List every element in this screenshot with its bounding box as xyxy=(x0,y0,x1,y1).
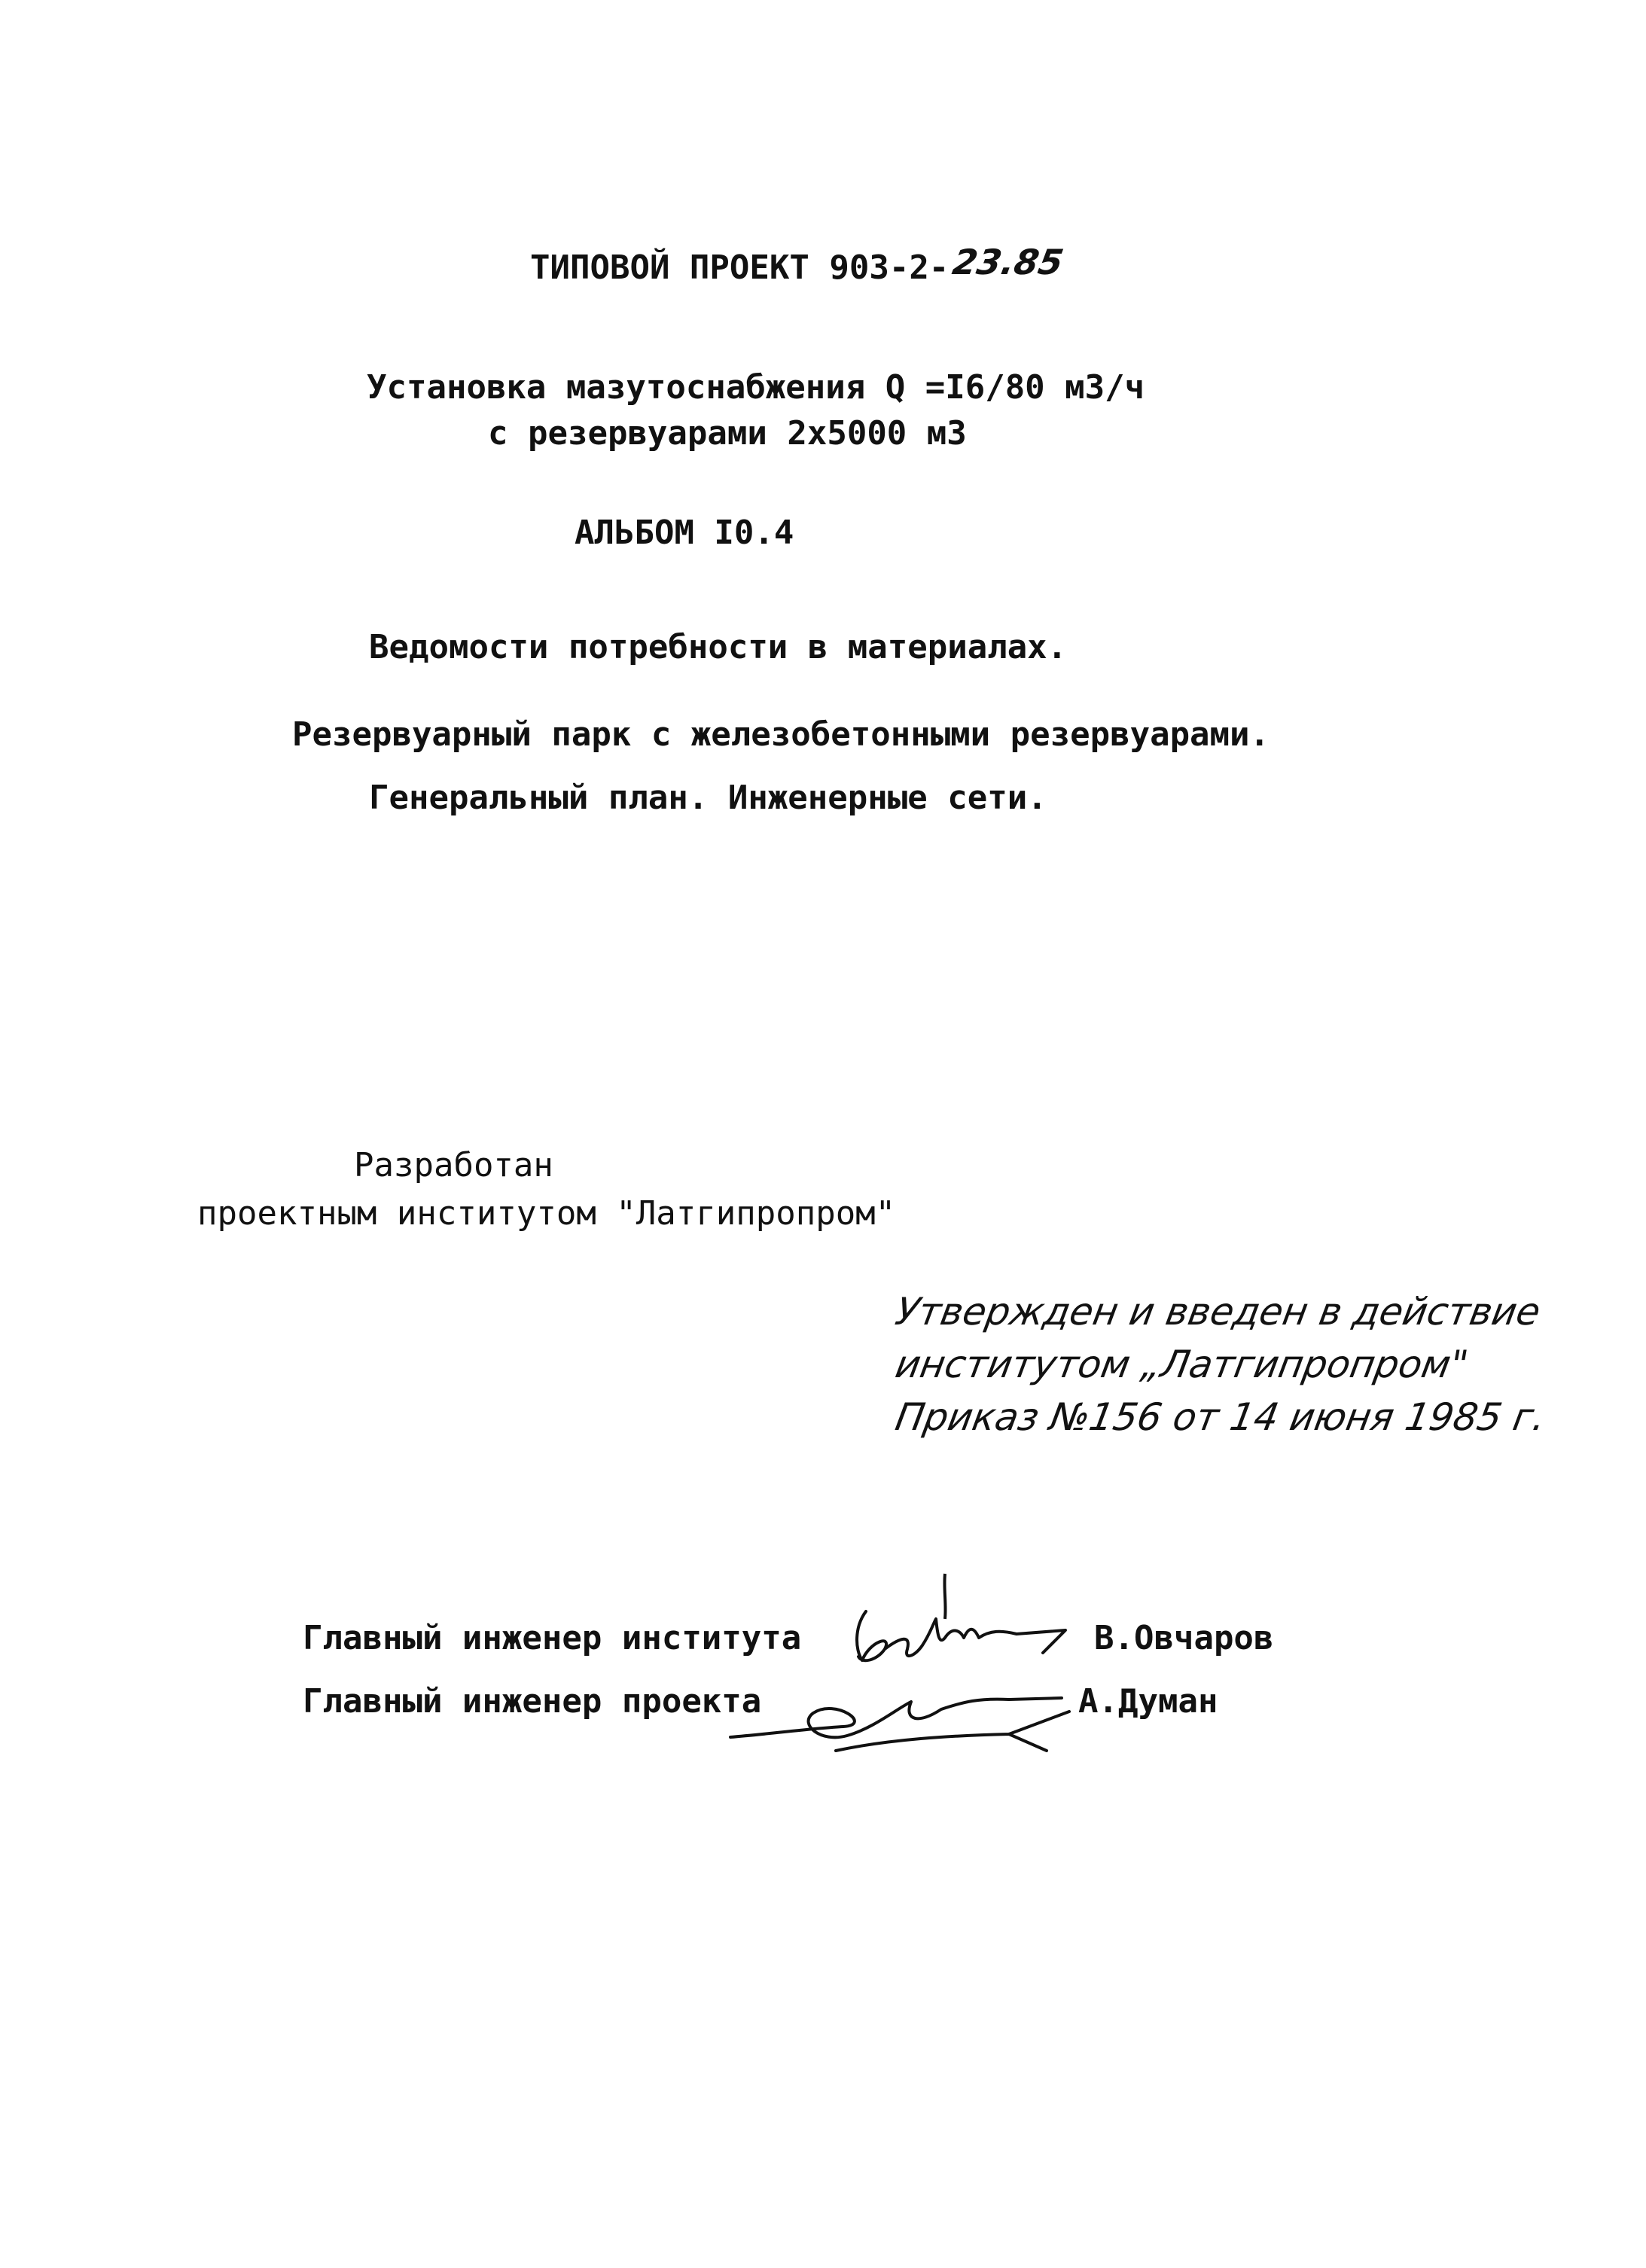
subtitle-line-1: Установка мазутоснабжения Q =I6/80 м3/ч xyxy=(367,368,1145,407)
developer-line-1: Разработан xyxy=(354,1146,553,1184)
approval-note-line-1: Утвержден и введен в действие xyxy=(892,1290,1544,1334)
signature-name-1: В.Овчаров xyxy=(1094,1619,1274,1657)
developer-line-2: проектным институтом "Латгипропром" xyxy=(197,1194,896,1233)
title-handwritten-number: 23.85 xyxy=(949,242,1067,282)
subtitle-line-2: с резервуарами 2х5000 м3 xyxy=(488,414,967,453)
signature-scribble-2 xyxy=(723,1668,1077,1758)
album-label: АЛЬБОМ I0.4 xyxy=(575,514,794,552)
signature-role-2: Главный инженер проекта xyxy=(303,1682,762,1721)
contents-line-3: Генеральный план. Инженерные сети. xyxy=(369,779,1047,817)
contents-line-2: Резервуарный парк с железобетонными резервуарами. xyxy=(292,715,1270,754)
document-title xyxy=(530,242,1067,291)
signature-role-1: Главный инженер института xyxy=(303,1619,802,1657)
approval-note-line-3: Приказ №156 от 14 июня 1985 г. xyxy=(892,1395,1550,1439)
title-printed: ТИПОВОЙ ПРОЕКТ 903-2- xyxy=(530,248,949,287)
signature-name-2: А.Думан xyxy=(1078,1682,1218,1721)
signature-scribble-1 xyxy=(840,1566,1088,1679)
contents-line-1: Ведомости потребности в материалах. xyxy=(369,628,1068,666)
approval-note-line-2: институтом „Латгипропром" xyxy=(892,1343,1472,1386)
